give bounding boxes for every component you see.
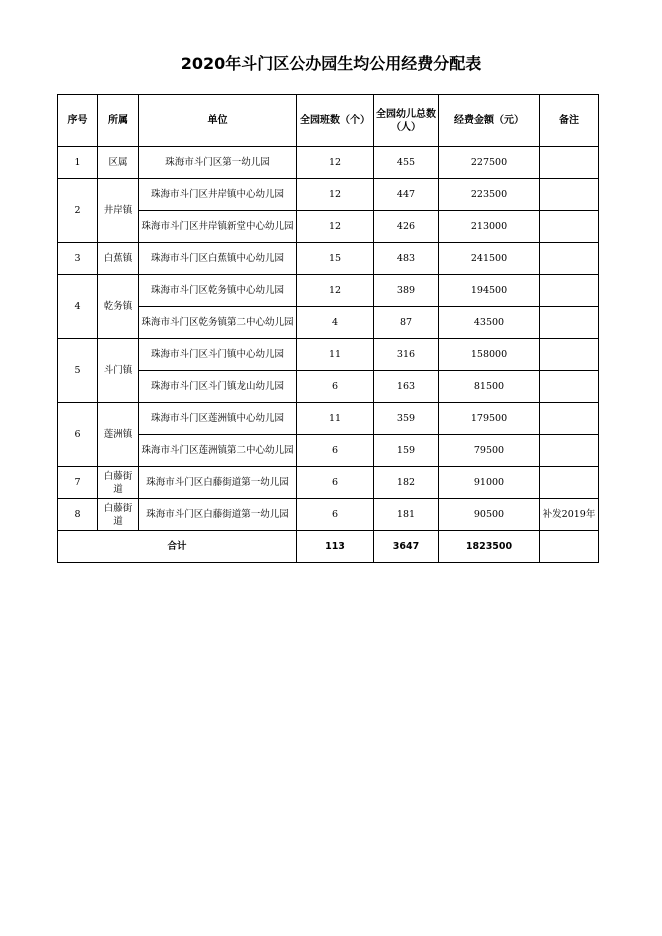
- amount-cell: 81500: [439, 371, 540, 403]
- district-cell: 白蕉镇: [98, 243, 139, 275]
- classes-cell: 11: [297, 403, 374, 435]
- seq-cell: 4: [58, 275, 98, 339]
- district-cell: 乾务镇: [98, 275, 139, 339]
- total-children: 3647: [374, 531, 439, 563]
- header-unit: 单位: [139, 95, 297, 147]
- header-classes: 全园班数（个）: [297, 95, 374, 147]
- header-seq: 序号: [58, 95, 98, 147]
- unit-cell: 珠海市斗门区斗门镇龙山幼儿园: [139, 371, 297, 403]
- classes-cell: 6: [297, 371, 374, 403]
- district-cell: 区属: [98, 147, 139, 179]
- district-cell: 白藤街道: [98, 467, 139, 499]
- children-cell: 87: [374, 307, 439, 339]
- children-cell: 483: [374, 243, 439, 275]
- header-remark: 备注: [540, 95, 599, 147]
- children-cell: 359: [374, 403, 439, 435]
- children-cell: 182: [374, 467, 439, 499]
- seq-cell: 6: [58, 403, 98, 467]
- remark-cell: [540, 243, 599, 275]
- remark-cell: [540, 275, 599, 307]
- children-cell: 447: [374, 179, 439, 211]
- remark-cell: [540, 339, 599, 371]
- table-row: [58, 147, 599, 179]
- amount-cell: 43500: [439, 307, 540, 339]
- district-cell: 井岸镇: [98, 179, 139, 243]
- header-children: 全园幼儿总数（人）: [374, 95, 439, 147]
- table-row: [58, 243, 599, 275]
- seq-cell: 7: [58, 467, 98, 499]
- remark-cell: 补发2019年: [540, 499, 599, 531]
- classes-cell: 15: [297, 243, 374, 275]
- amount-cell: 90500: [439, 499, 540, 531]
- children-cell: 163: [374, 371, 439, 403]
- seq-cell: 3: [58, 243, 98, 275]
- allocation-table: [57, 94, 599, 563]
- remark-cell: [540, 435, 599, 467]
- header-district: 所属: [98, 95, 139, 147]
- amount-cell: 241500: [439, 243, 540, 275]
- amount-cell: 158000: [439, 339, 540, 371]
- unit-cell: 珠海市斗门区斗门镇中心幼儿园: [139, 339, 297, 371]
- unit-cell: 珠海市斗门区白藤街道第一幼儿园: [139, 499, 297, 531]
- unit-cell: 珠海市斗门区白藤街道第一幼儿园: [139, 467, 297, 499]
- classes-cell: 6: [297, 467, 374, 499]
- children-cell: 426: [374, 211, 439, 243]
- amount-cell: 194500: [439, 275, 540, 307]
- table-row: [58, 403, 599, 435]
- district-cell: 白藤街道: [98, 499, 139, 531]
- amount-cell: 227500: [439, 147, 540, 179]
- table-row: [58, 339, 599, 371]
- remark-cell: [540, 307, 599, 339]
- district-cell: 斗门镇: [98, 339, 139, 403]
- table-row: [58, 371, 599, 403]
- unit-cell: 珠海市斗门区莲洲镇第二中心幼儿园: [139, 435, 297, 467]
- unit-cell: 珠海市斗门区乾务镇中心幼儿园: [139, 275, 297, 307]
- classes-cell: 11: [297, 339, 374, 371]
- classes-cell: 6: [297, 435, 374, 467]
- total-classes: 113: [297, 531, 374, 563]
- unit-cell: 珠海市斗门区第一幼儿园: [139, 147, 297, 179]
- classes-cell: 12: [297, 147, 374, 179]
- district-cell: 莲洲镇: [98, 403, 139, 467]
- seq-cell: 5: [58, 339, 98, 403]
- total-row: [58, 531, 599, 563]
- remark-cell: [540, 211, 599, 243]
- remark-cell: [540, 371, 599, 403]
- table-header-row: [58, 95, 599, 147]
- total-label: 合计: [58, 531, 297, 563]
- children-cell: 159: [374, 435, 439, 467]
- remark-cell: [540, 147, 599, 179]
- amount-cell: 213000: [439, 211, 540, 243]
- table-row: [58, 307, 599, 339]
- amount-cell: 79500: [439, 435, 540, 467]
- unit-cell: 珠海市斗门区白蕉镇中心幼儿园: [139, 243, 297, 275]
- table-row: [58, 275, 599, 307]
- unit-cell: 珠海市斗门区莲洲镇中心幼儿园: [139, 403, 297, 435]
- total-remark: [540, 531, 599, 563]
- children-cell: 389: [374, 275, 439, 307]
- seq-cell: 8: [58, 499, 98, 531]
- remark-cell: [540, 467, 599, 499]
- amount-cell: 223500: [439, 179, 540, 211]
- amount-cell: 179500: [439, 403, 540, 435]
- classes-cell: 12: [297, 179, 374, 211]
- seq-cell: 1: [58, 147, 98, 179]
- seq-cell: 2: [58, 179, 98, 243]
- classes-cell: 4: [297, 307, 374, 339]
- classes-cell: 12: [297, 275, 374, 307]
- children-cell: 316: [374, 339, 439, 371]
- table-row: [58, 499, 599, 531]
- unit-cell: 珠海市斗门区乾务镇第二中心幼儿园: [139, 307, 297, 339]
- children-cell: 455: [374, 147, 439, 179]
- header-amount: 经费金额（元）: [439, 95, 540, 147]
- classes-cell: 12: [297, 211, 374, 243]
- unit-cell: 珠海市斗门区井岸镇新堂中心幼儿园: [139, 211, 297, 243]
- children-cell: 181: [374, 499, 439, 531]
- table-row: [58, 435, 599, 467]
- amount-cell: 91000: [439, 467, 540, 499]
- page-title: 2020年斗门区公办园生均公用经费分配表: [180, 54, 482, 73]
- table-row: [58, 467, 599, 499]
- unit-cell: 珠海市斗门区井岸镇中心幼儿园: [139, 179, 297, 211]
- remark-cell: [540, 179, 599, 211]
- classes-cell: 6: [297, 499, 374, 531]
- remark-cell: [540, 403, 599, 435]
- table-row: [58, 179, 599, 211]
- table-row: [58, 211, 599, 243]
- total-amount: 1823500: [439, 531, 540, 563]
